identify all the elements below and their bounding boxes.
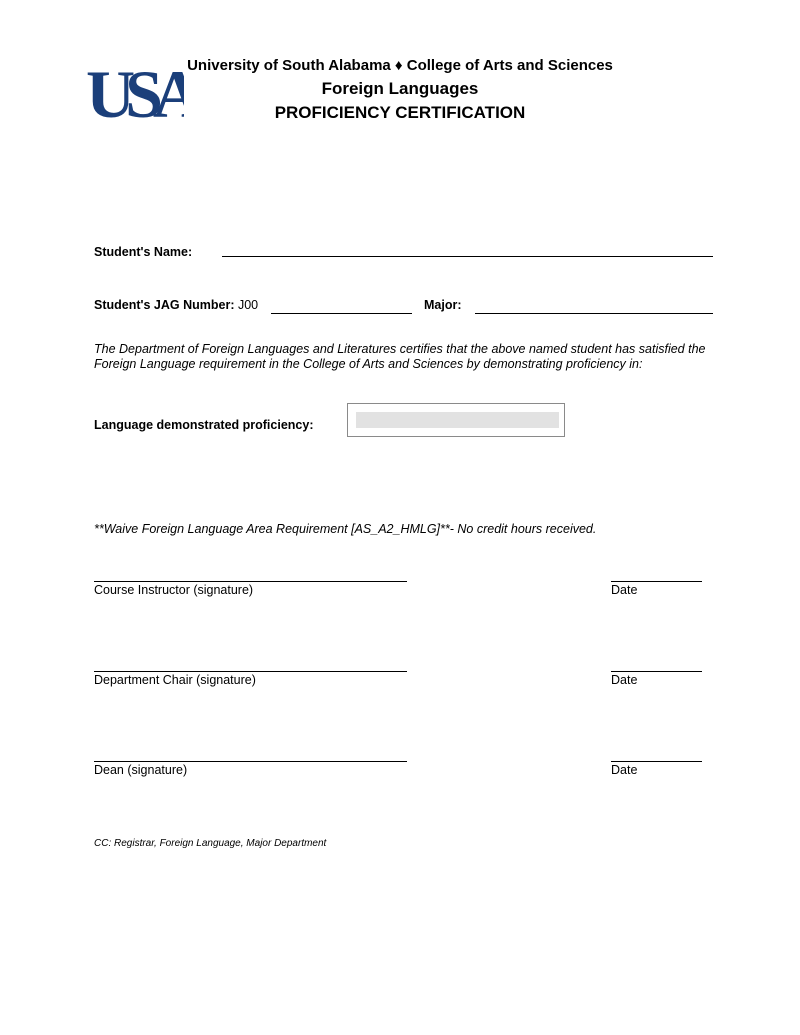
instructor-signature-line[interactable] [94,581,407,582]
major-field[interactable] [475,313,713,314]
chair-signature-label: Department Chair (signature) [94,673,256,687]
logo-text: USA [86,56,184,127]
jag-number-label: Student's JAG Number: [94,298,235,312]
dean-date-line[interactable] [611,761,702,762]
dean-signature-line[interactable] [94,761,407,762]
form-title: PROFICIENCY CERTIFICATION [274,103,526,122]
language-label: Language demonstrated proficiency: [94,418,314,432]
instructor-date-line[interactable] [611,581,702,582]
certification-statement: The Department of Foreign Languages and Literatures certifies that the above named student has satisfied the Foreign Language requirement in the College of Arts and Sciences by demonstrating proficiency in: [94,342,706,371]
usa-logo [84,55,184,127]
student-name-field[interactable] [222,256,713,257]
jag-number-row [94,298,258,312]
dean-signature-label: Dean (signature) [94,763,188,777]
student-name-label: Student's Name: [94,245,193,259]
waiver-note: **Waive Foreign Language Area Requirement [AS_A2_HMLG]**- No credit hours received. [94,522,597,536]
usa-logo-mark [84,55,184,127]
jag-number-field[interactable] [271,313,412,314]
cc-note: CC: Registrar, Foreign Language, Major Department [94,838,327,849]
department-heading: Foreign Languages [321,79,479,98]
institution-heading: University of South Alabama ♦ College of Arts and Sciences [187,57,613,74]
language-input[interactable] [356,412,559,428]
instructor-date-label: Date [611,583,638,597]
chair-signature-line[interactable] [94,671,407,672]
chair-date-line[interactable] [611,671,702,672]
language-box [347,403,565,437]
dean-date-label: Date [611,763,638,777]
chair-date-label: Date [611,673,638,687]
major-label: Major: [424,298,462,312]
jag-number-prefix: J00 [237,298,259,312]
instructor-signature-label: Course Instructor (signature) [94,583,254,597]
